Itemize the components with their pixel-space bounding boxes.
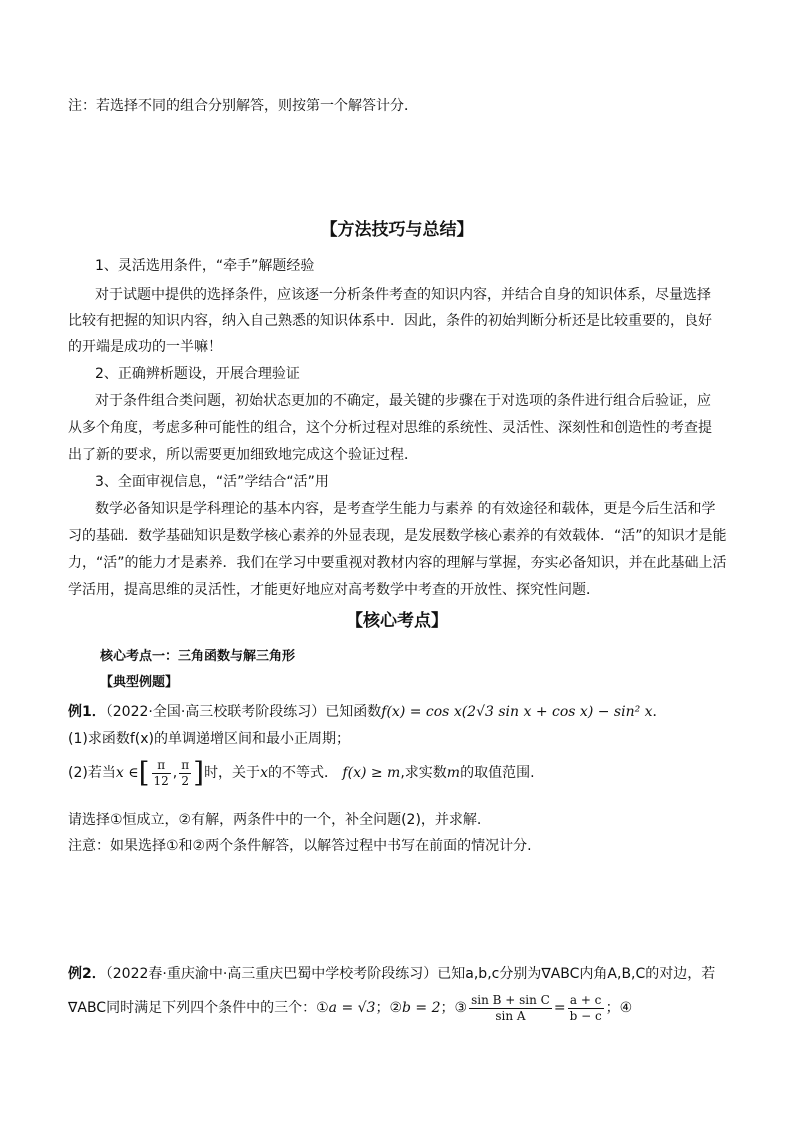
typical-examples-label: 【典型例题】 — [100, 675, 179, 690]
q2-inequality-text: 的不等式． — [267, 765, 338, 781]
item2-paragraph-line: 从多个角度，考虑多种可能性的组合，这个分析过程对思维的系统性、灵活性、深刻性和创造性的考查提 — [68, 420, 712, 436]
example1-end-mark: ． — [652, 704, 667, 720]
q2-middle-text: 时，关于 — [204, 765, 261, 781]
item1-title: 1、灵活选用条件，“牵手”解题经验 — [95, 258, 315, 274]
item1-paragraph-line: 对于试题中提供的选择条件，应该逐一分析条件考查的知识内容，并结合自身的知识体系，尽量选择 — [95, 287, 711, 303]
item1-paragraph-line: 的开端是成功的一半嘛！ — [68, 339, 222, 355]
q2-variable-m: m — [446, 765, 461, 781]
example2-label: 例2． — [68, 966, 106, 982]
fraction-numerator: a + c — [568, 993, 604, 1009]
separator: ；③ — [440, 1000, 468, 1016]
condition-3-right-fraction — [568, 993, 604, 1024]
q2-prefix: (2)若当 — [68, 765, 116, 781]
fraction-denominator: b − c — [569, 1008, 602, 1023]
item1-paragraph-line: 比较有把握的知识内容，纳入自己熟悉的知识体系中．因此，条件的初始判断分析还是比较重要的，良好 — [68, 313, 712, 329]
q2-tail-text: ,求实数 — [400, 765, 447, 781]
item2-paragraph-line: 出了新的要求，所以需要更加细致地完成这个验证过程． — [68, 447, 418, 463]
example2-line1: （2022春·重庆渝中·高三重庆巴蜀中学校考阶段练习）已知a,b,c分别为∇ABC内角A,B,C的对边，若 — [105, 966, 716, 982]
fraction-denominator: 2 — [181, 773, 189, 788]
section-heading-methods: 【方法技巧与总结】 — [320, 220, 474, 240]
core-point-title: 核心考点一：三角函数与解三角形 — [100, 649, 296, 664]
item2-paragraph-line: 对于条件组合类问题，初始状态更加的不确定，最关键的步骤在于对选项的条件进行组合后验证，应 — [95, 393, 711, 409]
item3-paragraph-line: 习的基础．数学基础知识是数学核心素养的外显表现，是发展数学核心素养的有效载体．“活”的知识才是能 — [68, 528, 727, 544]
equals-sign: = — [553, 1000, 566, 1016]
separator: ；② — [375, 1000, 403, 1016]
example1-choose-instruction: 请选择①恒成立，②有解，两条件中的一个，补全问题(2)，并求解. — [68, 812, 482, 828]
example1-question2: (2)若当x ∈[ $\frac{\pi}{12}$ , $\frac{\pi}{2}$ ]时，关于x的不等式． f(x) ≥ m,求实数m的取值范围. — [68, 756, 535, 789]
example2-statement — [68, 964, 715, 984]
example2-conditions — [68, 990, 632, 1026]
example1-question1: (1)求函数f(x)的单调递增区间和最小正周期； — [68, 731, 350, 747]
item3-paragraph-line: 学活用，提高思维的灵活性，才能更好地应对高考数学中考查的开放性、探究性问题． — [68, 582, 600, 598]
left-bracket: [ — [138, 756, 150, 789]
example1-attention-note: 注意：如果选择①和②两个条件解答，以解答过程中书写在前面的情况计分. — [68, 838, 532, 854]
fraction-pi-2 — [179, 758, 191, 789]
q2-variable-x: x — [260, 765, 268, 781]
example1-source: （2022·全国·高三校联考阶段练习）已知函数 — [105, 704, 382, 720]
condition-2: b = 2 — [402, 1000, 441, 1016]
grading-note: 注：若选择不同的组合分别解答，则按第一个解答计分． — [68, 98, 418, 114]
example1-label: 例1． — [68, 704, 106, 720]
conditions-prefix: ∇ABC同时满足下列四个条件中的三个：① — [68, 1000, 329, 1016]
example1-statement — [68, 702, 667, 722]
fraction-numerator: π — [181, 757, 190, 772]
item2-title: 2、正确辨析题设，开展合理验证 — [95, 366, 300, 382]
fraction-pi-12 — [152, 758, 171, 789]
separator: ；④ — [605, 1000, 633, 1016]
fraction-numerator: sin B + sin C — [471, 992, 550, 1007]
example1-function-formula: f(x) = cos x(2√3 sin x + cos x) − sin² x — [381, 704, 653, 720]
fraction-denominator: 12 — [153, 773, 169, 788]
section-heading-core: 【核心考点】 — [346, 611, 448, 631]
item3-paragraph-line: 数学必备知识是学科理论的基本内容，是考查学生能力与素养 的有效途径和载体，更是今后生活和学 — [95, 501, 716, 517]
right-bracket: ] — [193, 756, 205, 789]
item3-title: 3、全面审视信息，“活”学结合“活”用 — [95, 474, 329, 490]
fraction-numerator: π — [152, 758, 171, 774]
q2-inequality: f(x) ≥ m — [342, 765, 401, 781]
condition-3-left-fraction — [469, 993, 552, 1024]
condition-1: a = √3 — [328, 1000, 376, 1016]
fraction-denominator: sin A — [495, 1008, 526, 1023]
q2-end-text: 的取值范围. — [460, 765, 535, 781]
item3-paragraph-line: 力，“活”的能力才是素养．我们在学习中要重视对教材内容的理解与掌握，夯实必备知识，并在此基础上活 — [68, 555, 727, 571]
q2-x-in: x ∈ — [115, 765, 139, 781]
